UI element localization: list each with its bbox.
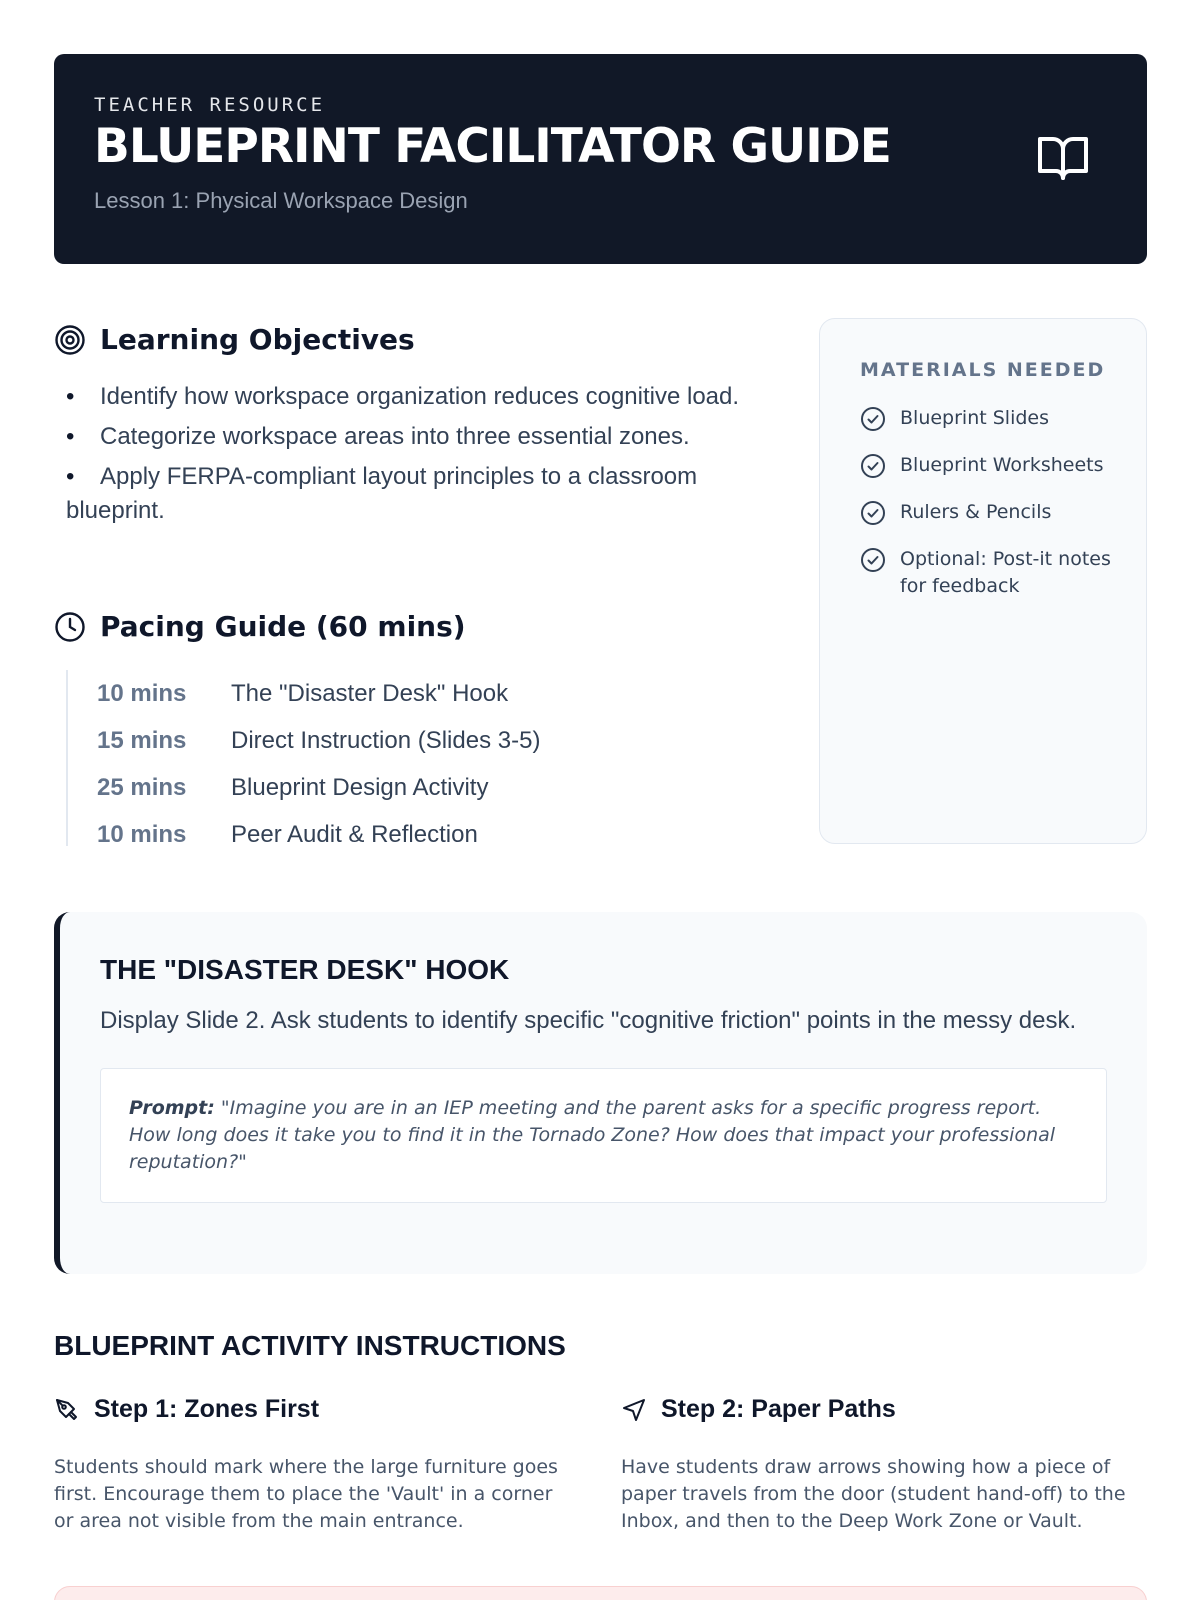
materials-item — [860, 452, 1116, 479]
header-banner — [54, 54, 1147, 264]
target-icon — [54, 324, 86, 356]
pen-tool-icon — [54, 1397, 80, 1423]
pacing-list — [66, 670, 746, 846]
pacing-activity: Direct Instruction (Slides 3-5) — [231, 726, 541, 754]
check-circle-icon — [860, 406, 886, 432]
pacing-title: Pacing Guide (60 mins) — [100, 610, 466, 643]
materials-card — [819, 318, 1147, 844]
materials-item — [860, 499, 1116, 526]
pacing-time: 15 mins — [97, 726, 187, 754]
materials-item — [860, 546, 1116, 600]
list-item: • Identify how workspace organization reduces cognitive load. — [66, 380, 746, 414]
activity-heading: BLUEPRINT ACTIVITY INSTRUCTIONS — [54, 1330, 566, 1361]
materials-label: Blueprint Worksheets — [900, 454, 1104, 476]
pacing-row — [97, 811, 746, 858]
step-text: Students should mark where the large furniture goes first. Encourage them to place the 'Vault' in a corner or area not visible from the main entrance. — [54, 1456, 558, 1532]
materials-item — [860, 405, 1116, 432]
alert-card — [54, 1586, 1147, 1600]
step-title: Step 2: Paper Paths — [661, 1395, 896, 1423]
page-title: BLUEPRINT FACILITATOR GUIDE — [94, 119, 891, 174]
open-book-icon — [1037, 134, 1089, 182]
objectives-list — [66, 380, 746, 534]
pacing-activity: Blueprint Design Activity — [231, 773, 489, 801]
prompt-box — [100, 1068, 1107, 1203]
pacing-heading — [54, 610, 466, 643]
clock-icon — [54, 611, 86, 643]
list-item: • Apply FERPA-compliant layout principles to a classroom blueprint. — [66, 460, 746, 528]
check-circle-icon — [860, 547, 886, 573]
objectives-title: Learning Objectives — [100, 323, 415, 356]
check-circle-icon — [860, 500, 886, 526]
step-text: Have students draw arrows showing how a piece of paper travels from the door (student hand-off) to the Inbox, and then to the Deep Work Zone or Vault. — [621, 1456, 1126, 1532]
page-subtitle: Lesson 1: Physical Workspace Design — [94, 188, 468, 214]
list-item: • Categorize workspace areas into three essential zones. — [66, 420, 746, 454]
materials-label: Optional: Post-it notes for feedback — [900, 548, 1111, 597]
pacing-activity: Peer Audit & Reflection — [231, 820, 478, 848]
eyebrow-label: TEACHER RESOURCE — [94, 94, 326, 116]
check-circle-icon — [860, 453, 886, 479]
step-card — [54, 1395, 574, 1535]
hook-title: THE "DISASTER DESK" HOOK — [100, 954, 510, 985]
materials-title: MATERIALS NEEDED — [860, 359, 1106, 381]
step-heading — [54, 1395, 574, 1424]
pacing-row — [97, 670, 746, 717]
prompt-text: "Imagine you are in an IEP meeting and the parent asks for a specific progress report. How long does it take you to find it in the Tornado Zone? How does that impact your professional reputation?" — [129, 1097, 1056, 1173]
pacing-row — [97, 717, 746, 764]
pacing-activity: The "Disaster Desk" Hook — [231, 679, 509, 707]
hook-text: Display Slide 2. Ask students to identify specific "cognitive friction" points in the messy desk. — [100, 1007, 1077, 1034]
hook-card — [54, 912, 1147, 1274]
navigation-arrow-icon — [621, 1397, 647, 1423]
step-heading — [621, 1395, 1141, 1424]
materials-label: Blueprint Slides — [900, 407, 1049, 429]
materials-label: Rulers & Pencils — [900, 501, 1052, 523]
prompt-label: Prompt: — [129, 1097, 215, 1119]
pacing-time: 10 mins — [97, 679, 187, 707]
step-card — [621, 1395, 1141, 1535]
objectives-heading — [54, 323, 415, 356]
pacing-time: 25 mins — [97, 773, 187, 801]
pacing-row — [97, 764, 746, 811]
step-title: Step 1: Zones First — [94, 1395, 320, 1423]
pacing-time: 10 mins — [97, 820, 187, 848]
